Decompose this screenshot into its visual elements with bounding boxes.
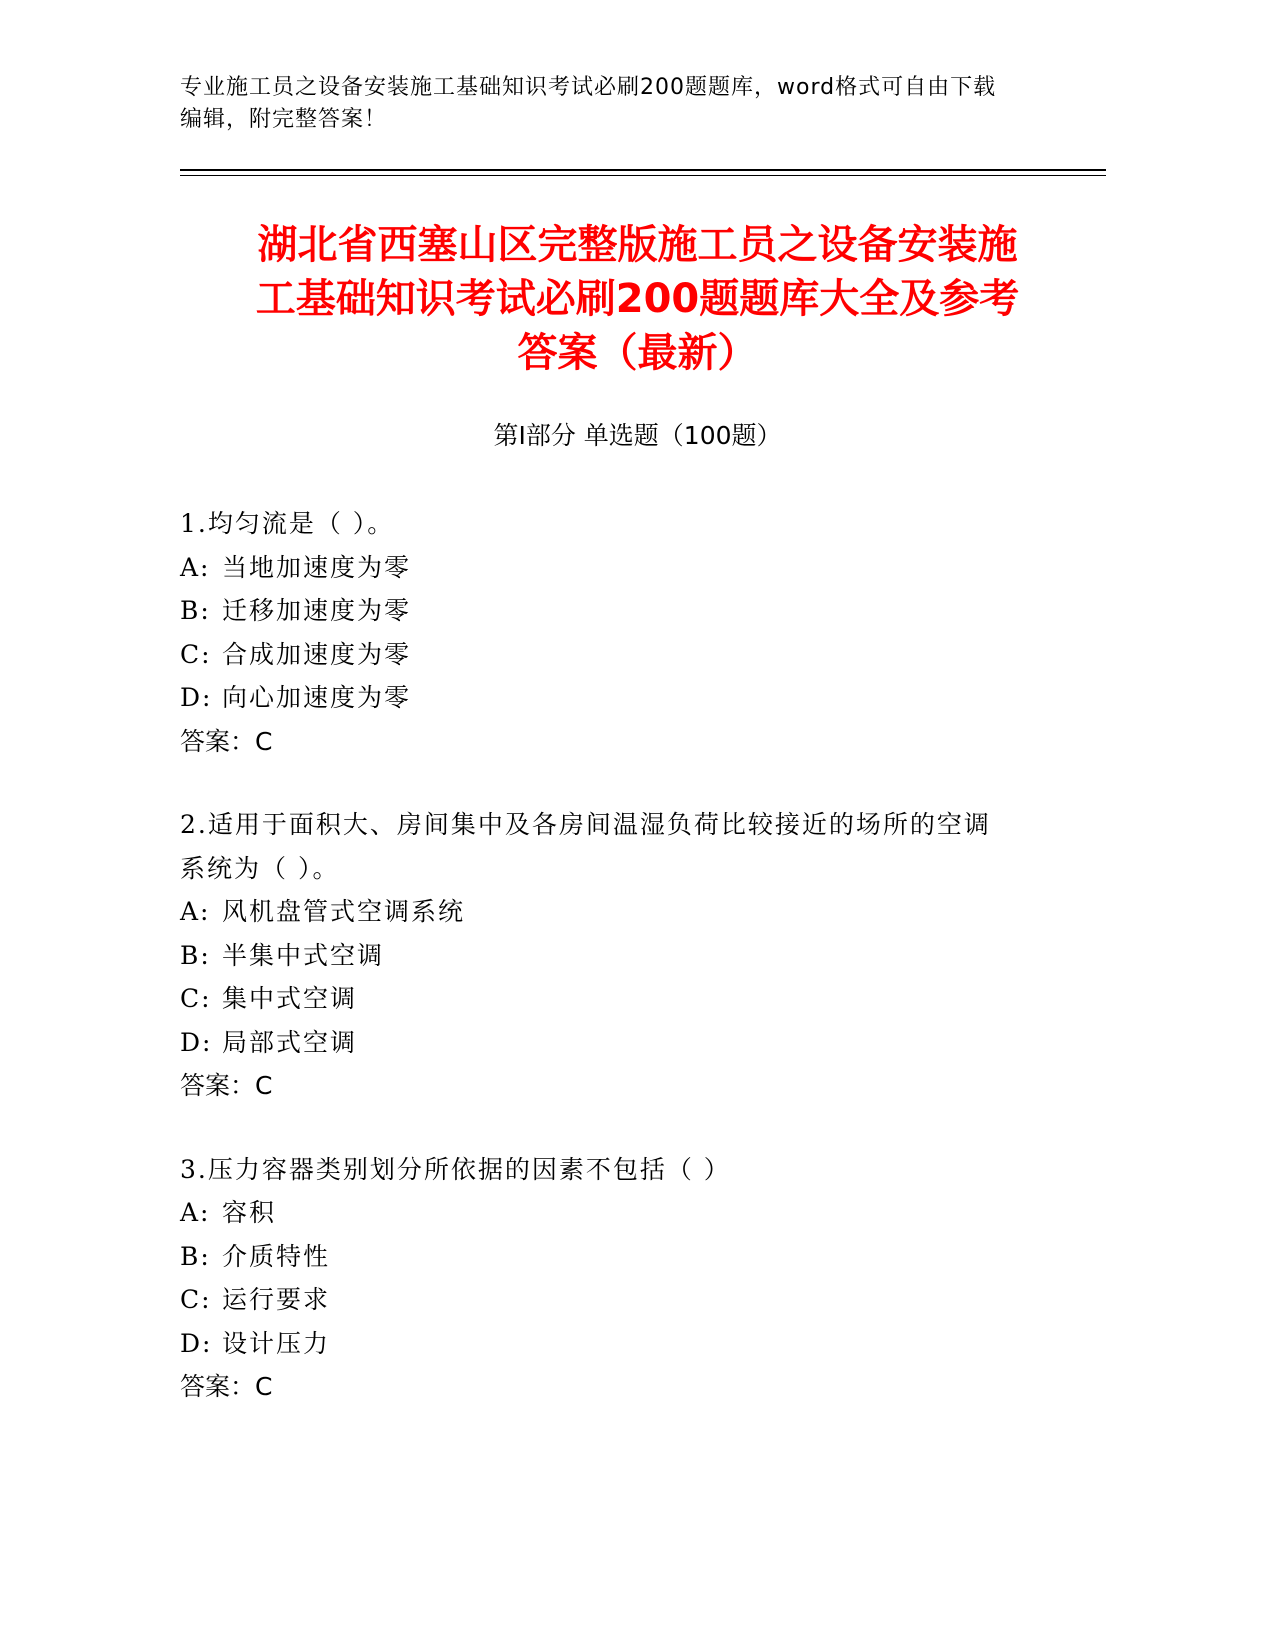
option-key: B: — [180, 596, 211, 625]
option-d — [180, 1322, 1060, 1366]
question-stem: 2.适用于面积大、房间集中及各房间温湿负荷比较接近的场所的空调 — [180, 810, 991, 839]
option-key: C: — [180, 639, 212, 669]
header-note-line1: 专业施工员之设备安装施工基础知识考试必刷200题题库，word格式可自由下载 — [180, 75, 997, 100]
option-c — [180, 1278, 1060, 1322]
question-stem: 3.压力容器类别划分所依据的因素不包括（ ） — [180, 1154, 731, 1184]
option-c — [180, 977, 1060, 1021]
option-key: C: — [180, 1285, 212, 1314]
option-text: 半集中式空调 — [222, 940, 385, 970]
option-text: 风机盘管式空调系统 — [222, 897, 466, 926]
option-text: 局部式空调 — [222, 1027, 358, 1057]
option-key: A: — [180, 897, 211, 926]
option-a — [180, 1191, 1060, 1235]
option-key: B: — [180, 940, 211, 970]
option-text: 介质特性 — [222, 1241, 331, 1271]
question-stem: 1.均匀流是（ ）。 — [180, 509, 395, 538]
question-3 — [180, 1148, 1060, 1409]
header-divider-thin — [180, 175, 1106, 176]
option-text: 向心加速度为零 — [222, 683, 412, 712]
option-d — [180, 1021, 1060, 1065]
option-key: D: — [180, 683, 213, 712]
question-stem-continued: 系统为（ ）。 — [180, 853, 340, 883]
option-b — [180, 589, 1060, 633]
option-text: 运行要求 — [222, 1285, 331, 1314]
option-b — [180, 1235, 1060, 1279]
page-title-line2: 工基础知识考试必刷200题题库大全及参考 — [255, 276, 1020, 322]
question-list — [180, 502, 1060, 1449]
header-note-line2: 编辑，附完整答案！ — [180, 107, 388, 132]
option-key: A: — [180, 552, 211, 582]
option-key: D: — [180, 1027, 213, 1057]
page-title-line1: 湖北省西塞山区完整版施工员之设备安装施 — [257, 222, 1018, 268]
option-key: B: — [180, 1241, 211, 1271]
option-text: 容积 — [222, 1198, 277, 1227]
answer-line: 答案：C — [180, 726, 273, 756]
question-1 — [180, 502, 1060, 763]
option-key: A: — [180, 1198, 211, 1227]
section-heading: 第Ⅰ部分 单选题（100题） — [493, 421, 782, 450]
option-text: 当地加速度为零 — [222, 552, 412, 582]
page-title — [150, 218, 1125, 380]
option-text: 设计压力 — [222, 1328, 331, 1358]
header-note — [180, 72, 1080, 136]
option-a — [180, 890, 1060, 934]
page-title-line3: 答案（最新） — [517, 330, 758, 376]
option-c — [180, 633, 1060, 677]
option-text: 合成加速度为零 — [222, 639, 412, 669]
option-key: D: — [180, 1328, 213, 1358]
option-d — [180, 676, 1060, 720]
option-text: 集中式空调 — [222, 984, 358, 1013]
option-a — [180, 546, 1060, 590]
option-key: C: — [180, 984, 212, 1013]
answer-line: 答案：C — [180, 1071, 273, 1100]
option-b — [180, 934, 1060, 978]
answer-line: 答案：C — [180, 1372, 273, 1401]
header-divider-thick — [180, 169, 1106, 171]
option-text: 迁移加速度为零 — [222, 596, 412, 625]
question-2 — [180, 803, 1060, 1108]
